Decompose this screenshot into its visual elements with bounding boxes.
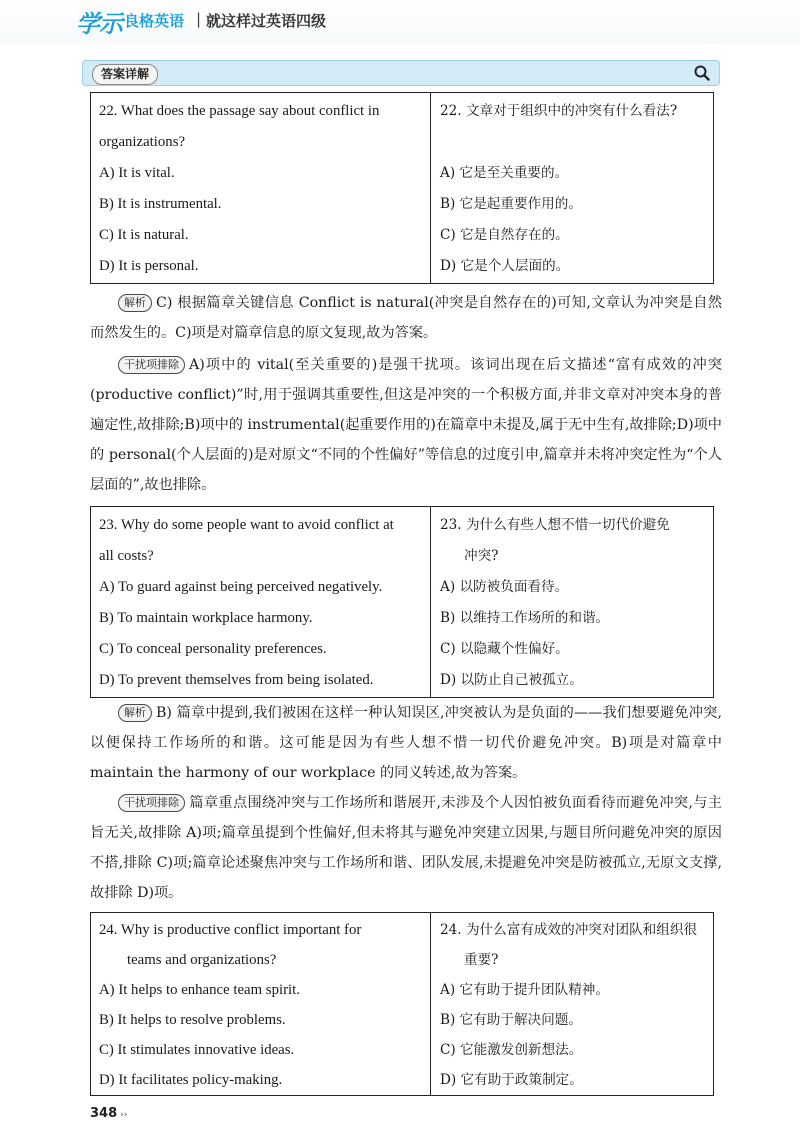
top-header xyxy=(0,0,800,44)
q24-zh-option-b: B) 它有助于解决问题。 xyxy=(440,1012,582,1028)
q23-zh-option-d: D) 以防止自己被孤立。 xyxy=(440,672,583,688)
distractor-tag: 干扰项排除 xyxy=(118,356,185,374)
q23-zh-option-c: C) 以隐藏个性偏好。 xyxy=(440,641,569,657)
q23-stem-line2: all costs? xyxy=(99,548,154,564)
q22-analysis-text: C) 根据篇章关键信息 Conflict is natural(冲突是自然存在的)可知,文章认为冲突是自然而然发生的。C)项是对篇章信息的原文复现,故为答案。 xyxy=(90,295,722,341)
q24-stem-line2: teams and organizations? xyxy=(127,952,277,968)
series-title: 就这样过英语四级 xyxy=(206,12,327,30)
q22-zh-option-b: B) 它是起重要作用的。 xyxy=(440,196,582,212)
q22-option-b: B) It is instrumental. xyxy=(99,196,222,212)
q24-stem-line1: 24. Why is productive conflict important for xyxy=(99,922,362,938)
q22-option-c: C) It is natural. xyxy=(99,227,189,243)
q23-option-c: C) To conceal personality preferences. xyxy=(99,641,327,657)
q22-distractor-text: A)项中的 vital(至关重要的)是强干扰项。该词出现在后文描述“富有成效的冲突(productive conflict)”时,用于强调其重要性,但这是冲突的一个积极方面,并非文章对冲突本身的普遍定性,故排除;B)项中的 instrumental(起重要作用的)在篇章中未提及,属于无中生有,故排除;D)项中的 personal(个人层面的)是对原文“不同的个性偏好”等信息的过度引申,篇章并未将冲突定性为“个人层面的”,故也排除。 xyxy=(90,357,722,493)
chevron-right-icon: ›› xyxy=(120,1110,128,1120)
q22-analysis xyxy=(90,288,722,348)
q23-option-d: D) To prevent themselves from being isolated. xyxy=(99,672,374,688)
q24-option-c: C) It stimulates innovative ideas. xyxy=(99,1042,295,1058)
q23-zh-stem-line1: 23. 为什么有些人想不惜一切代价避免 xyxy=(440,517,670,533)
q24-zh-option-d: D) 它有助于政策制定。 xyxy=(440,1072,583,1088)
question-table-22 xyxy=(90,92,714,284)
section-label: 答案详解 xyxy=(92,64,158,85)
q24-option-b: B) It helps to resolve problems. xyxy=(99,1012,286,1028)
q23-zh-option-b: B) 以维持工作场所的和谐。 xyxy=(440,610,610,626)
page-footer xyxy=(90,1106,127,1121)
q24-option-a: A) It helps to enhance team spirit. xyxy=(99,982,300,998)
brand-name: 良格英语 xyxy=(124,12,185,30)
q22-stem-line2: organizations? xyxy=(99,134,186,150)
q23-option-a: A) To guard against being perceived negatively. xyxy=(99,579,383,595)
analysis-tag: 解析 xyxy=(118,294,152,312)
q24-zh-option-c: C) 它能激发创新想法。 xyxy=(440,1042,583,1058)
question-table-23 xyxy=(90,506,714,698)
q22-stem-line1: 22. What does the passage say about conflict in xyxy=(99,103,380,119)
search-icon[interactable] xyxy=(693,64,711,86)
q23-stem-line1: 23. Why do some people want to avoid conflict at xyxy=(99,517,394,533)
q22-zh-option-d: D) 它是个人层面的。 xyxy=(440,258,570,274)
analysis-tag: 解析 xyxy=(118,704,152,722)
q22-zh-stem: 22. 文章对于组织中的冲突有什么看法? xyxy=(440,103,678,119)
q24-zh-stem-line2: 重要? xyxy=(464,952,499,968)
q23-distractor-text: 篇章重点围绕冲突与工作场所和谐展开,未涉及个人因怕被负面看待而避免冲突,与主旨无关,故排除 A)项;篇章虽提到个性偏好,但未将其与避免冲突建立因果,与题目所问避免冲突的原因不搭,排除 C)项;篇章论述聚焦冲突与工作场所和谐、团队发展,未提避免冲突是防被孤立,无原文支撑,故排除 D)项。 xyxy=(90,795,722,901)
q22-zh-option-c: C) 它是自然存在的。 xyxy=(440,227,569,243)
q23-zh-stem-line2: 冲突? xyxy=(464,548,499,564)
q23-option-b: B) To maintain workplace harmony. xyxy=(99,610,313,626)
q23-analysis-text: B) 篇章中提到,我们被困在这样一种认知误区,冲突被认为是负面的——我们想要避免冲突,以便保持工作场所的和谐。这可能是因为有些人想不惜一切代价避免冲突。B)项是对篇章中 maintain the harmony of our workplace 的同义转述,故为答案。 xyxy=(90,705,722,781)
q22-option-a: A) It is vital. xyxy=(99,165,175,181)
table-divider xyxy=(430,913,431,1095)
q22-option-d: D) It is personal. xyxy=(99,258,199,274)
section-header-bar xyxy=(82,60,720,86)
header-separator: | xyxy=(196,10,202,28)
brand-logo: 学示 xyxy=(76,10,122,38)
q22-distractors xyxy=(90,350,722,500)
q23-zh-option-a: A) 以防被负面看待。 xyxy=(440,579,569,595)
q24-option-d: D) It facilitates policy-making. xyxy=(99,1072,283,1088)
page-number: 348 xyxy=(90,1106,118,1121)
q24-zh-stem-line1: 24. 为什么富有成效的冲突对团队和组织很 xyxy=(440,922,698,938)
q22-zh-option-a: A) 它是至关重要的。 xyxy=(440,165,569,181)
table-divider xyxy=(430,93,431,283)
q23-analysis xyxy=(90,698,722,788)
question-table-24 xyxy=(90,912,714,1096)
distractor-tag: 干扰项排除 xyxy=(118,794,185,812)
table-divider xyxy=(430,507,431,697)
q24-zh-option-a: A) 它有助于提升团队精神。 xyxy=(440,982,609,998)
q23-distractors xyxy=(90,788,722,908)
